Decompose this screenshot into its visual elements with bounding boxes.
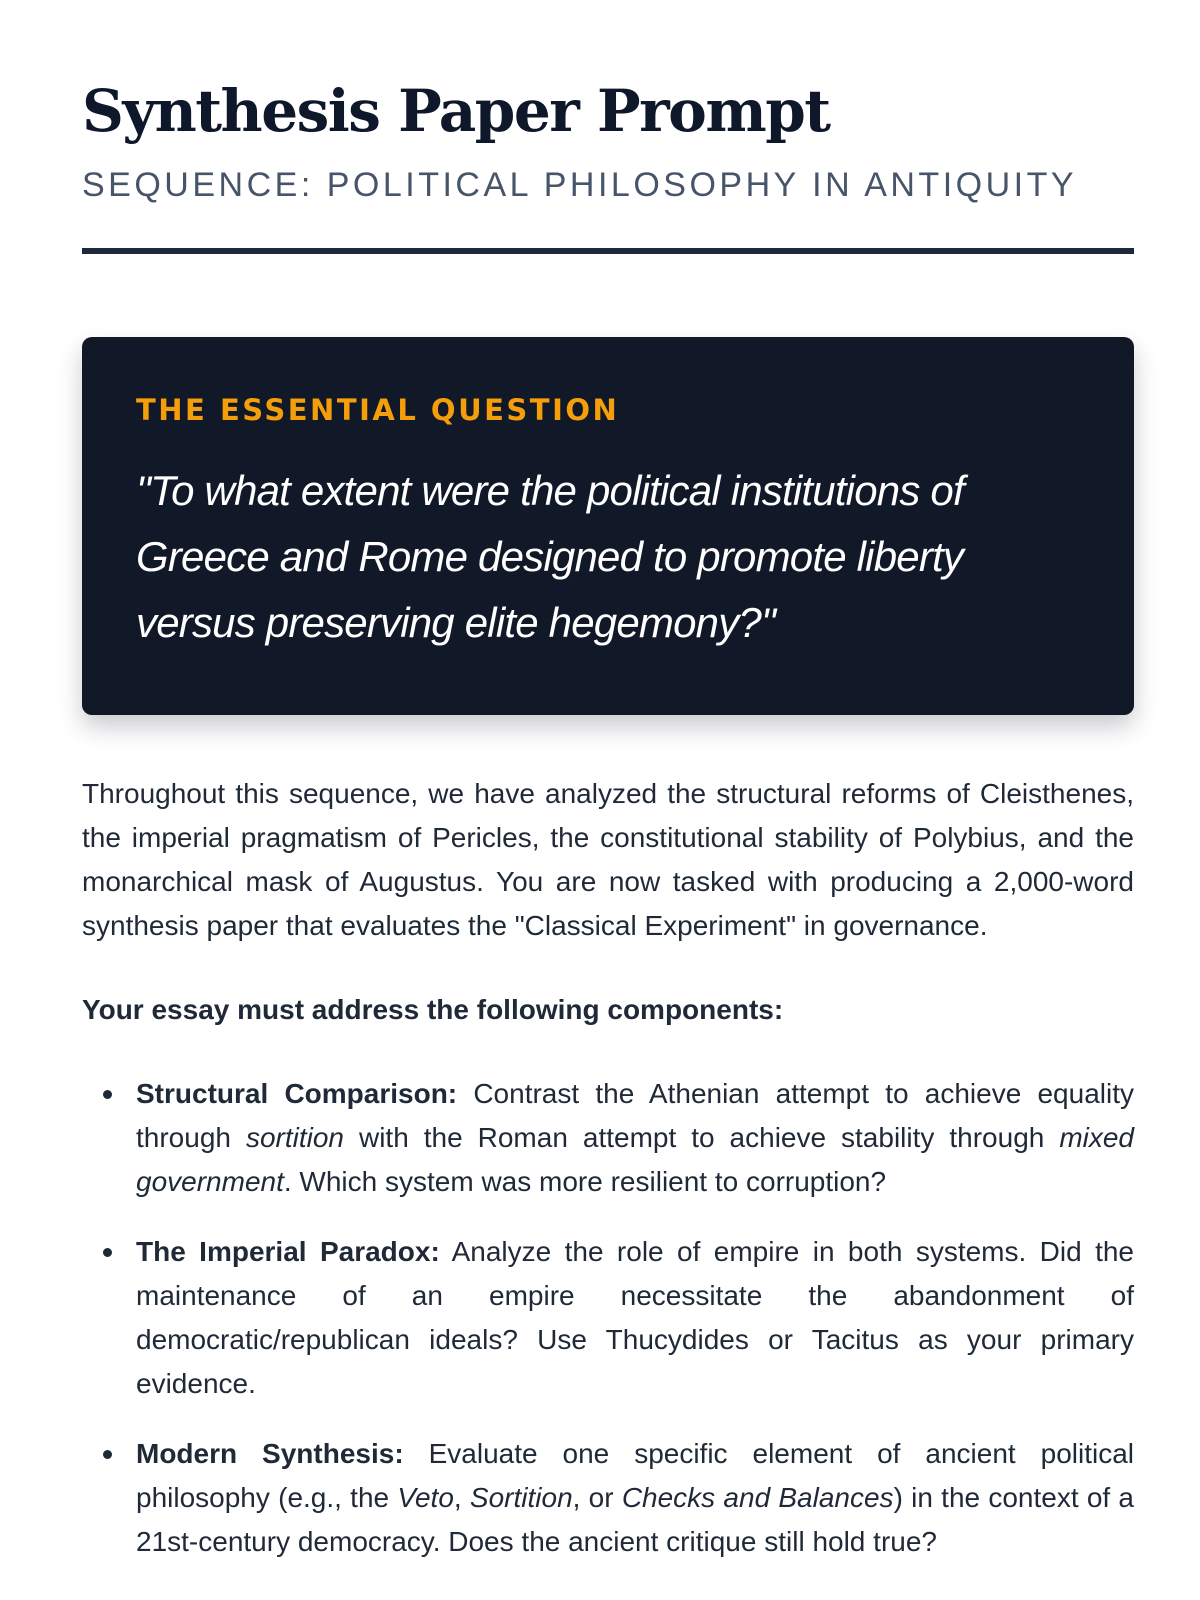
bullet-icon [103,1450,112,1459]
intro-paragraph: Throughout this sequence, we have analyzed the structural reforms of Cleisthenes, the imperial pragmatism of Pericles, the constitutional stability of Polybius, and the monarchical mask of Augustus. You are now tasked with producing a 2,000-word synthesis paper that evaluates the "Classical Experiment" in governance. [82,778,1134,941]
component-text: , [453,1482,470,1513]
component-text: with the Roman attempt to achieve stability through [344,1122,1060,1153]
component-emphasis: sortition [245,1122,344,1153]
components-heading: Your essay must address the following components: [82,994,784,1025]
component-term: Structural Comparison: [136,1078,458,1109]
component-emphasis: mixed government [136,1122,1135,1197]
component-emphasis: Sortition [469,1482,573,1513]
component-structural-comparison [82,1072,1134,1204]
component-term: Modern Synthesis: [136,1438,404,1469]
essential-question-text: "To what extent were the political institutions of Greece and Rome designed to promote liberty versus preserving elite hegemony?" [136,466,964,646]
essential-question-box [82,337,1134,715]
component-text: Contrast the Athenian attempt to achieve equality through [136,1078,1134,1153]
bullet-icon [103,1248,112,1257]
sequence-subtitle: SEQUENCE: POLITICAL PHILOSOPHY IN ANTIQUITY [82,166,1078,204]
component-emphasis: Veto [397,1482,454,1513]
essential-question-label: THE ESSENTIAL QUESTION [136,393,620,427]
page-title: Synthesis Paper Prompt [82,77,830,145]
header-divider [82,248,1134,254]
component-text: . Which system was more resilient to corruption? [283,1166,887,1197]
component-modern-synthesis [82,1432,1134,1564]
component-text: , or [572,1482,622,1513]
component-text: Analyze the role of empire in both systems. Did the maintenance of an empire necessitate the abandonment of democratic/republican ideals? Use Thucydides or Tacitus as your primary evidence. [136,1236,1134,1399]
component-imperial-paradox [82,1230,1134,1406]
component-text: ) in the context of a 21st-century democracy. Does the ancient critique still hold true? [136,1482,1135,1557]
component-emphasis: Checks and Balances [621,1482,894,1513]
components-list [82,1072,1134,1590]
component-term: The Imperial Paradox: [136,1236,440,1267]
component-text: Evaluate one specific element of ancient political philosophy (e.g., the [136,1438,1134,1513]
bullet-icon [103,1090,112,1099]
